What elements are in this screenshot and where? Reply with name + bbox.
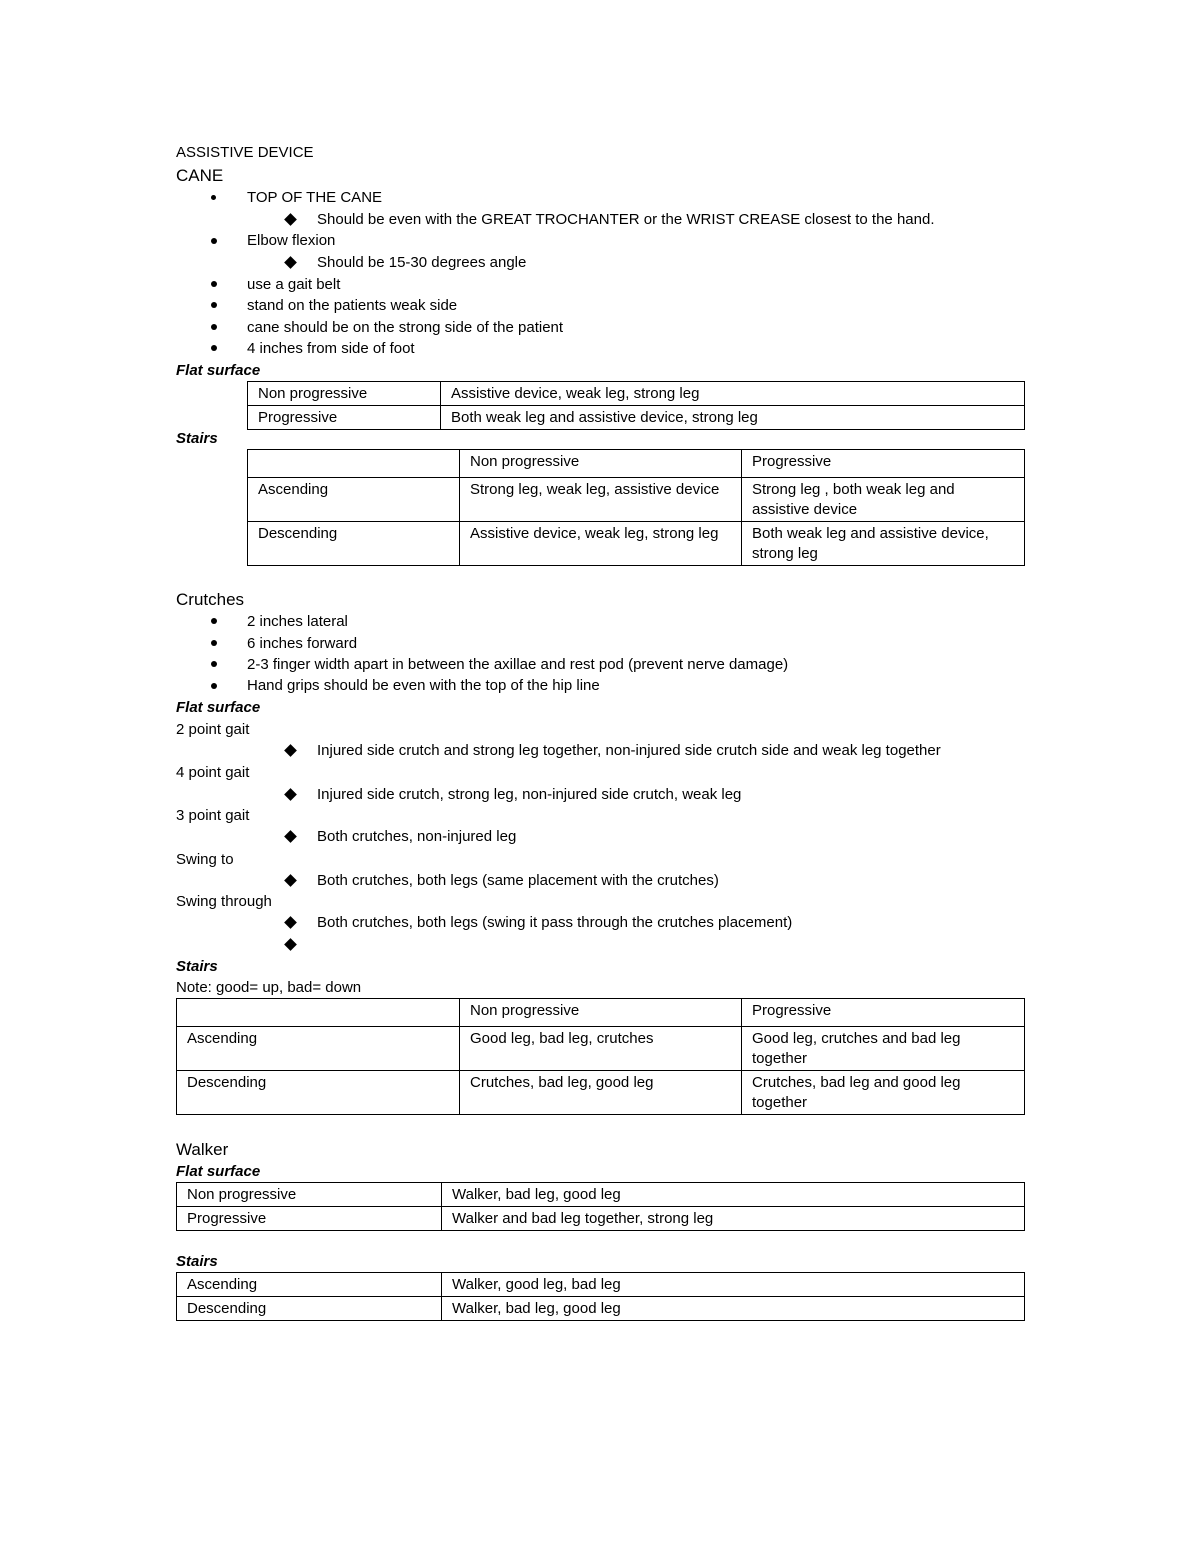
table-row xyxy=(177,1273,1025,1297)
gait-name: 3 point gait xyxy=(176,807,250,824)
bullet-icon xyxy=(211,302,217,308)
diamond-bullet-icon xyxy=(284,213,297,226)
table-row xyxy=(248,522,1025,566)
crutches-item-2: 6 inches forward xyxy=(247,635,358,652)
table-cell: Strong leg, weak leg, assistive device xyxy=(460,478,742,522)
gait-description: Both crutches, both legs (same placement with the crutches) xyxy=(317,872,719,889)
table-row xyxy=(177,999,1025,1027)
cane-item-5: cane should be on the strong side of the patient xyxy=(247,319,564,336)
table-cell: Strong leg , both weak leg and assistive device xyxy=(742,478,1025,522)
table-row xyxy=(177,1071,1025,1115)
table-row xyxy=(177,1027,1025,1071)
diamond-bullet-icon xyxy=(284,788,297,801)
bullet-icon xyxy=(211,345,217,351)
gait-description: Both crutches, both legs (swing it pass through the crutches placement) xyxy=(317,914,793,931)
table-cell: Non progressive xyxy=(177,1183,442,1207)
gait-description: Injured side crutch, strong leg, non-injured side crutch, weak leg xyxy=(317,786,742,803)
walker-stairs-table xyxy=(176,1272,1025,1321)
bullet-icon xyxy=(211,661,217,667)
gait-name: Swing to xyxy=(176,851,234,868)
document-title: ASSISTIVE DEVICE xyxy=(176,144,314,161)
crutches-flat-label: Flat surface xyxy=(176,699,261,716)
walker-flat-label: Flat surface xyxy=(176,1163,261,1180)
crutches-item-1: 2 inches lateral xyxy=(247,613,348,630)
diamond-bullet-icon xyxy=(284,744,297,757)
table-cell: Assistive device, weak leg, strong leg xyxy=(441,382,1025,406)
table-header: Non progressive xyxy=(460,450,742,478)
table-header: Progressive xyxy=(742,450,1025,478)
cane-item-2-detail: Should be 15-30 degrees angle xyxy=(317,254,527,271)
table-header: Progressive xyxy=(742,999,1025,1027)
table-cell: Ascending xyxy=(177,1027,460,1071)
table-cell: Walker, good leg, bad leg xyxy=(442,1273,1025,1297)
cane-item-3: use a gait belt xyxy=(247,276,341,293)
cane-stairs-label: Stairs xyxy=(176,430,218,447)
table-cell: Ascending xyxy=(177,1273,442,1297)
table-cell: Both weak leg and assistive device, strong leg xyxy=(742,522,1025,566)
crutches-stairs-table xyxy=(176,998,1025,1115)
diamond-bullet-icon xyxy=(284,916,297,929)
gait-description: Both crutches, non-injured leg xyxy=(317,828,517,845)
cane-stairs-table xyxy=(247,449,1025,566)
bullet-icon xyxy=(211,618,217,624)
cane-item-2: Elbow flexion xyxy=(247,232,336,249)
walker-flat-table xyxy=(176,1182,1025,1231)
diamond-bullet-icon xyxy=(284,874,297,887)
crutches-item-3: 2-3 finger width apart in between the axillae and rest pod (prevent nerve damage) xyxy=(247,656,789,673)
walker-stairs-label: Stairs xyxy=(176,1253,218,1270)
table-row xyxy=(248,450,1025,478)
table-cell: Ascending xyxy=(248,478,460,522)
bullet-icon xyxy=(211,195,216,200)
table-cell: Good leg, crutches and bad leg together xyxy=(742,1027,1025,1071)
diamond-bullet-icon xyxy=(284,938,297,951)
table-cell: Walker, bad leg, good leg xyxy=(442,1297,1025,1321)
table-row xyxy=(177,1207,1025,1231)
gait-description: Injured side crutch and strong leg together, non-injured side crutch side and weak leg together xyxy=(317,742,941,759)
diamond-bullet-icon xyxy=(284,830,297,843)
cane-flat-label: Flat surface xyxy=(176,362,261,379)
table-cell: Non progressive xyxy=(248,382,441,406)
table-cell: Good leg, bad leg, crutches xyxy=(460,1027,742,1071)
cane-item-1: TOP OF THE CANE xyxy=(247,189,383,206)
table-row xyxy=(248,478,1025,522)
crutches-note: Note: good= up, bad= down xyxy=(176,979,362,996)
table-row xyxy=(177,1297,1025,1321)
table-cell: Descending xyxy=(177,1297,442,1321)
table-cell: Progressive xyxy=(177,1207,442,1231)
table-cell: Assistive device, weak leg, strong leg xyxy=(460,522,742,566)
table-cell: Walker, bad leg, good leg xyxy=(442,1183,1025,1207)
crutches-stairs-label: Stairs xyxy=(176,958,218,975)
cane-item-4: stand on the patients weak side xyxy=(247,297,458,314)
gait-name: Swing through xyxy=(176,893,272,910)
table-cell: Descending xyxy=(177,1071,460,1115)
bullet-icon xyxy=(211,640,217,646)
cane-item-1-detail: Should be even with the GREAT TROCHANTER or the WRIST CREASE closest to the hand. xyxy=(317,211,935,228)
walker-heading: Walker xyxy=(176,1140,229,1159)
table-row xyxy=(248,406,1025,430)
table-header: Non progressive xyxy=(460,999,742,1027)
cane-item-6: 4 inches from side of foot xyxy=(247,340,415,357)
table-cell: Progressive xyxy=(248,406,441,430)
gait-name: 4 point gait xyxy=(176,764,250,781)
table-cell: Walker and bad leg together, strong leg xyxy=(442,1207,1025,1231)
bullet-icon xyxy=(211,324,217,330)
table-cell xyxy=(177,999,460,1027)
bullet-icon xyxy=(211,238,217,244)
table-cell: Both weak leg and assistive device, strong leg xyxy=(441,406,1025,430)
gait-name: 2 point gait xyxy=(176,721,250,738)
table-cell: Descending xyxy=(248,522,460,566)
bullet-icon xyxy=(211,683,217,689)
crutches-item-4: Hand grips should be even with the top of the hip line xyxy=(247,677,600,694)
table-row xyxy=(177,1183,1025,1207)
cane-flat-table xyxy=(247,381,1025,430)
table-cell: Crutches, bad leg and good leg together xyxy=(742,1071,1025,1115)
cane-heading: CANE xyxy=(176,166,224,185)
table-row xyxy=(248,382,1025,406)
bullet-icon xyxy=(211,281,217,287)
table-cell xyxy=(248,450,460,478)
crutches-heading: Crutches xyxy=(176,590,245,609)
diamond-bullet-icon xyxy=(284,256,297,269)
table-cell: Crutches, bad leg, good leg xyxy=(460,1071,742,1115)
